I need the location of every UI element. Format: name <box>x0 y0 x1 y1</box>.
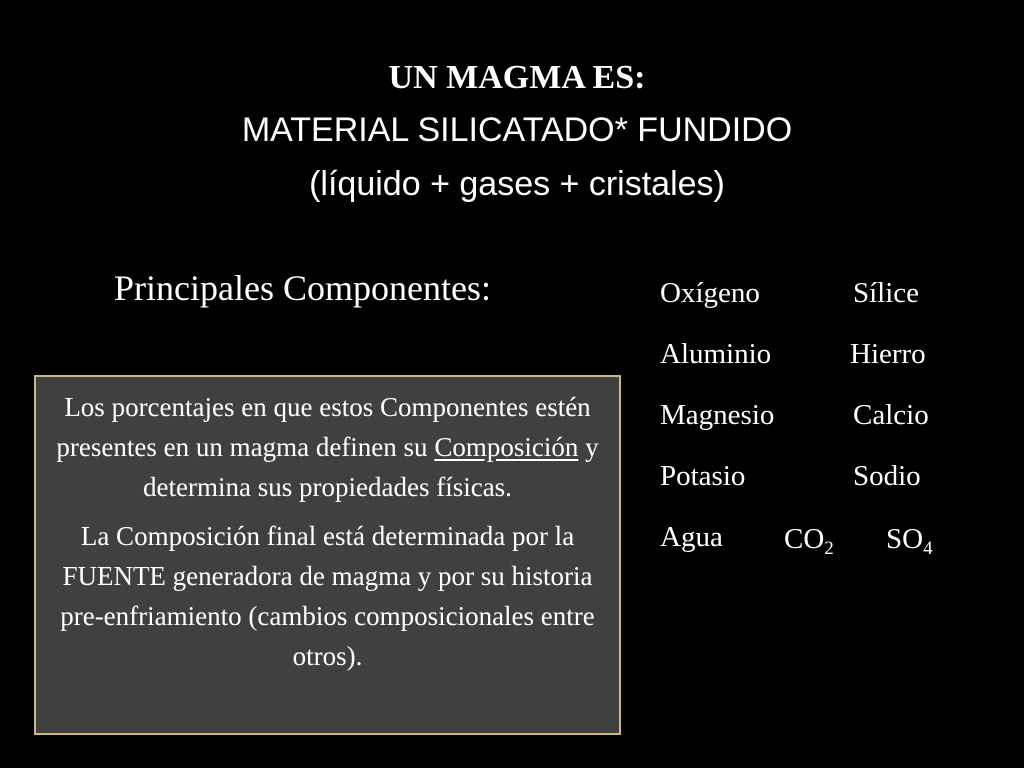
component-hierro: Hierro <box>850 338 926 370</box>
info-box <box>34 375 621 735</box>
component-silice: Sílice <box>853 277 920 309</box>
component-oxigeno: Oxígeno <box>660 277 760 309</box>
info-paragraph-1-end: y determina sus propiedades físicas. <box>143 432 599 502</box>
component-aluminio: Aluminio <box>660 338 772 370</box>
component-potasio: Potasio <box>660 460 746 492</box>
component-co2-base: CO <box>784 523 825 555</box>
component-magnesio: Magnesio <box>660 399 775 431</box>
composicion-underlined: Composición <box>434 432 579 462</box>
slide-subtitle-line1: MATERIAL SILICATADO* FUNDIDO <box>241 111 793 149</box>
components-heading: Principales Componentes: <box>114 268 491 308</box>
component-so4-base: SO <box>886 523 924 555</box>
component-agua: Agua <box>660 521 723 553</box>
info-paragraph-1 <box>44 387 611 507</box>
slide-title: UN MAGMA ES: <box>388 59 646 96</box>
info-paragraph-2: La Composición final está determinada por la FUENTE generadora de magma y por su historia pre-enfriamiento (cambios composicionales entre otros). <box>60 521 595 671</box>
slide-subtitle-line2: (líquido + gases + cristales) <box>309 165 725 203</box>
component-co2-subscript: 2 <box>824 538 834 559</box>
component-so4-subscript: 4 <box>923 538 933 559</box>
component-sodio: Sodio <box>853 460 921 492</box>
component-calcio: Calcio <box>853 399 929 431</box>
info-paragraph-1-start: Los porcentajes en que estos Componentes estén presentes en un magma definen su <box>56 392 591 462</box>
component-co2 <box>784 522 834 559</box>
component-so4 <box>886 522 933 559</box>
